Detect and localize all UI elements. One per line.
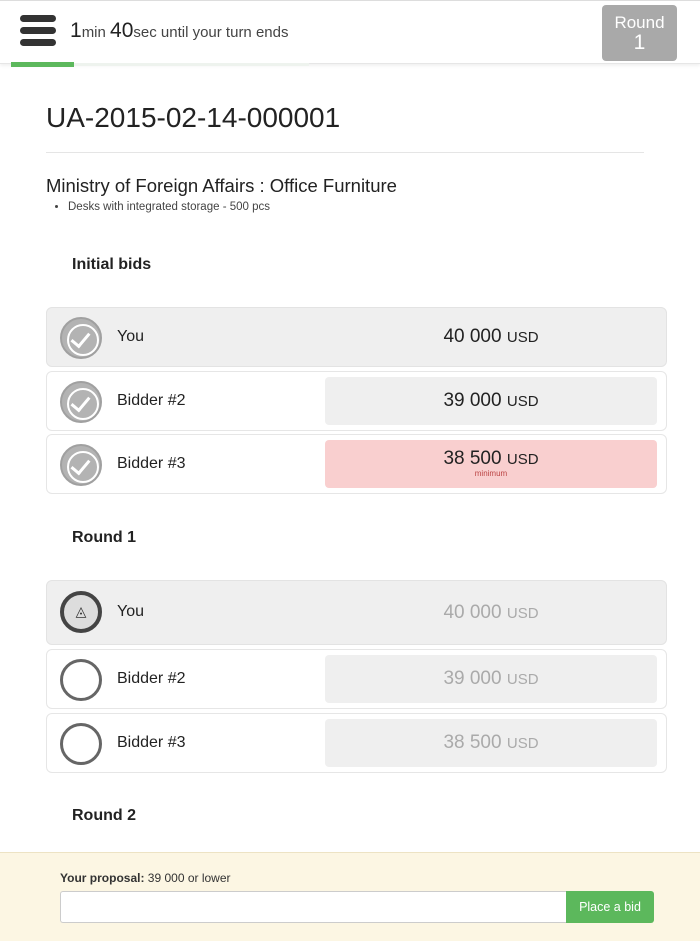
round-badge-label: Round [614, 13, 665, 32]
lot-items [68, 201, 270, 213]
bidder-name: You [117, 603, 144, 620]
bid-amount [325, 655, 657, 703]
minimum-label: minimum [474, 469, 508, 478]
bid-value: 40 000 [443, 326, 502, 347]
bid-row-bidder-3 [46, 713, 667, 773]
divider [46, 152, 644, 153]
section-title-initial-bids: Initial bids [72, 256, 152, 273]
turn-timer [70, 19, 288, 43]
bid-value: 39 000 [443, 390, 502, 411]
bid-amount [325, 377, 657, 425]
bid-currency: USD [506, 451, 539, 468]
bid-value: 40 000 [443, 602, 502, 623]
timer-clock-icon [60, 591, 102, 633]
proposal-label-bold: Your proposal: [60, 871, 145, 885]
bid-row-you [46, 307, 667, 367]
bid-value: 39 000 [443, 668, 502, 689]
menu-icon[interactable] [20, 15, 56, 47]
check-circle-icon [60, 381, 102, 423]
proposal-limit: 39 000 or lower [147, 871, 231, 885]
top-bar [0, 0, 700, 64]
bid-currency: USD [506, 735, 539, 752]
section-title-round-2: Round 2 [72, 807, 136, 824]
turn-progress-track [74, 63, 309, 66]
place-bid-button[interactable]: Place a bid [566, 891, 654, 923]
empty-circle-icon [60, 723, 102, 765]
check-circle-icon [60, 444, 102, 486]
bidder-name: Bidder #2 [117, 670, 186, 687]
bid-row-bidder-2 [46, 371, 667, 431]
lot-item: • Desks with integrated storage - 500 pcs [68, 201, 270, 213]
round-badge[interactable] [602, 5, 677, 61]
bid-value: 38 500 [443, 448, 502, 469]
bidder-name: Bidder #3 [117, 734, 186, 751]
round-badge-number: 1 [633, 31, 646, 54]
bid-currency: USD [506, 393, 539, 410]
proposal-panel [0, 852, 700, 941]
lot-title: Ministry of Foreign Affairs : Office Furniture [46, 175, 397, 196]
empty-circle-icon [60, 659, 102, 701]
timer-min-label: min [81, 24, 106, 41]
bid-amount [325, 719, 657, 767]
bid-row-you [46, 580, 667, 645]
bid-currency: USD [506, 671, 539, 688]
bid-row-bidder-2 [46, 649, 667, 709]
bidder-name: Bidder #3 [117, 455, 186, 472]
section-title-round-1: Round 1 [72, 529, 136, 546]
bid-currency: USD [506, 329, 539, 346]
bidder-name: You [117, 328, 144, 345]
check-circle-icon [60, 317, 102, 359]
bid-currency: USD [506, 605, 539, 622]
bidder-name: Bidder #2 [117, 392, 186, 409]
proposal-input[interactable] [60, 891, 566, 923]
proposal-label [60, 871, 231, 885]
turn-progress-bar [11, 62, 74, 67]
timer-seconds: 40 [110, 19, 134, 42]
bid-amount-minimum [325, 440, 657, 488]
timer-minutes: 1 [70, 19, 82, 42]
lot-id: UA-2015-02-14-000001 [46, 102, 341, 133]
bid-amount [325, 313, 657, 361]
bid-row-bidder-3 [46, 434, 667, 494]
timer-sec-label: sec until your turn ends [133, 24, 289, 41]
bid-amount [325, 589, 657, 637]
bid-value: 38 500 [443, 732, 502, 753]
